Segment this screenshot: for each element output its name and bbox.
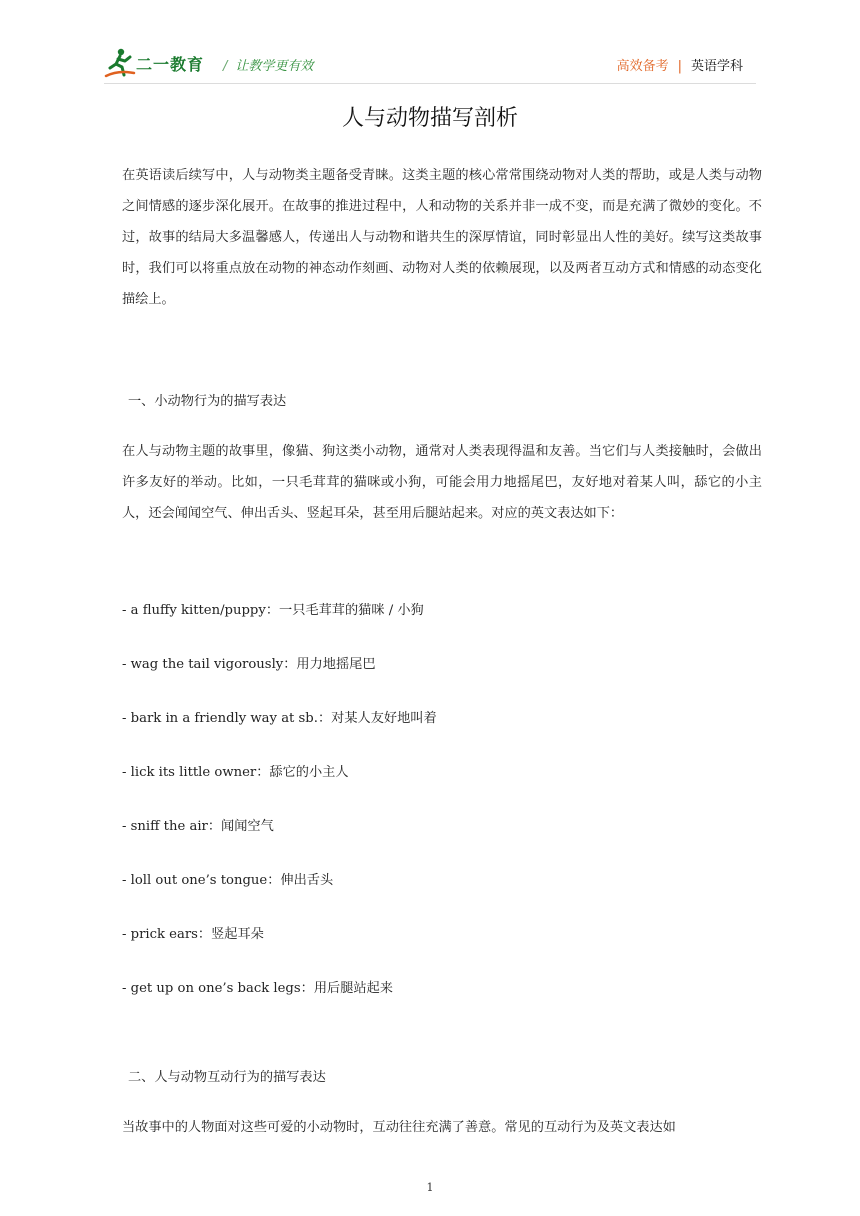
section2-paragraph: 当故事中的人物面对这些可爱的小动物时，互动往往充满了善意。常见的互动行为及英文表达如 bbox=[122, 1120, 676, 1135]
page-header bbox=[0, 0, 860, 90]
document-title: 人与动物描写剖析 bbox=[341, 106, 518, 131]
tag-separator: | bbox=[677, 59, 682, 74]
section1-heading: 一、小动物行为的描写表达 bbox=[128, 394, 287, 409]
slogan-text: 让教学更有效 bbox=[235, 59, 314, 74]
section1-paragraph: 在人与动物主题的故事里，像猫、狗这类小动物，通常对人类表现得温和友善。当它们与人类接触时，会做出许多友好的举动。比如，一只毛茸茸的猫咪或小狗，可能会用力地摇尾巴，友好地对着某人叫，舔它的小主人，还会闻闻空气、伸出舌头、竖起耳朵，甚至用后腿站起来。对应的英文表达如下： bbox=[122, 444, 762, 521]
brand-logo[interactable] bbox=[104, 46, 214, 80]
runner-icon bbox=[104, 46, 138, 80]
phrase-item: - bark in a friendly way at sb.：对某人友好地叫着 bbox=[122, 711, 437, 726]
intro-paragraph: 在英语读后续写中，人与动物类主题备受青睐。这类主题的核心常常围绕动物对人类的帮助，或是人类与动物之间情感的逐步深化展开。在故事的推进过程中，人和动物的关系并非一成不变，而是充满了微妙的变化。不过，故事的结局大多温馨感人，传递出人与动物和谐共生的深厚情谊，同时彰显出人性的美好。续写这类故事时，我们可以将重点放在动物的神态动作刻画、动物对人类的依赖展现，以及两者互动方式和情感的动态变化描绘上。 bbox=[122, 168, 762, 307]
slogan bbox=[223, 55, 313, 74]
phrase-item: - loll out one’s tongue：伸出舌头 bbox=[122, 873, 334, 888]
section2-heading: 二、人与动物互动行为的描写表达 bbox=[128, 1070, 326, 1085]
page-number: 1 bbox=[426, 1181, 434, 1194]
phrase-item: - wag the tail vigorously：用力地摇尾巴 bbox=[122, 657, 376, 672]
subject-tag: 英语学科 bbox=[690, 59, 743, 74]
logo-text: 二一教育 bbox=[136, 55, 205, 74]
phrase-item: - lick its little owner：舔它的小主人 bbox=[122, 765, 349, 780]
phrase-item: - a fluffy kitten/puppy：一只毛茸茸的猫咪 / 小狗 bbox=[122, 603, 424, 618]
slogan-slash: / bbox=[223, 59, 228, 74]
exam-prep-tag: 高效备考 bbox=[616, 59, 669, 74]
header-divider bbox=[104, 83, 756, 84]
phrase-item: - sniff the air：闻闻空气 bbox=[122, 819, 274, 834]
phrase-item: - get up on one’s back legs：用后腿站起来 bbox=[122, 981, 393, 996]
phrase-item: - prick ears：竖起耳朵 bbox=[122, 927, 264, 942]
header-tags bbox=[617, 55, 743, 74]
